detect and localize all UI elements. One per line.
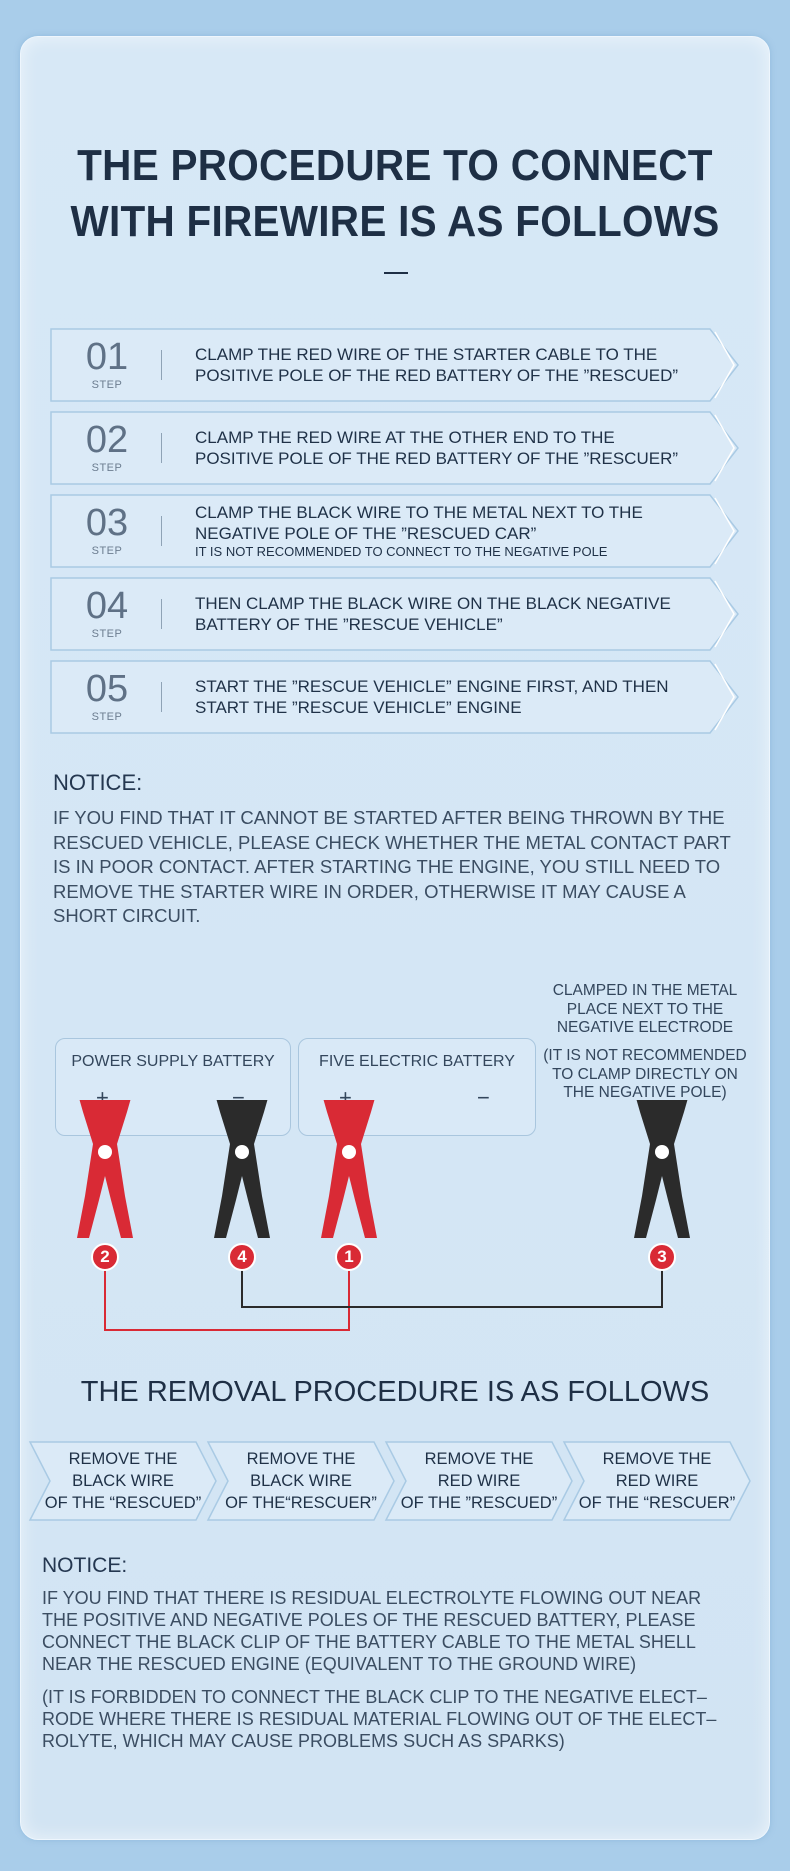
- removal-line: OF THE ”RESCUED”: [400, 1494, 558, 1512]
- jumper-cable-diagram: [0, 1100, 790, 1340]
- step-text: [195, 494, 715, 568]
- removal-line: RED WIRE: [615, 1472, 699, 1490]
- positive-terminal-sign: +: [339, 1085, 352, 1110]
- notice-text: [42, 1587, 757, 1675]
- page-title: [32, 138, 759, 250]
- removal-line: OF THE“RESCUER”: [225, 1494, 377, 1512]
- removal-section-title: THE REMOVAL PROCEDURE IS AS FOLLOWS: [80, 1376, 710, 1408]
- notice-line: RESCUED VEHICLE, PLEASE CHECK WHETHER THE METAL CONTACT PART: [53, 831, 731, 853]
- step-text: [195, 660, 715, 734]
- notice-line: IF YOU FIND THAT THERE IS RESIDUAL ELECTROLYTE FLOWING OUT NEAR: [42, 1588, 702, 1608]
- step-text: [195, 328, 715, 402]
- connection-order-badge: 4: [228, 1243, 256, 1271]
- removal-line: BLACK WIRE: [250, 1472, 352, 1490]
- red-cable-wire: [105, 1256, 349, 1330]
- red-clamp-icon: [77, 1100, 133, 1238]
- notice-warning-text: [42, 1686, 757, 1752]
- battery-label: POWER SUPPLY BATTERY: [71, 1053, 275, 1070]
- clamp-location-note: [540, 982, 750, 1038]
- battery-label: FIVE ELECTRIC BATTERY: [319, 1053, 515, 1070]
- clamp-note-line: NEGATIVE ELECTRODE: [556, 1019, 734, 1036]
- connection-order-badge: 2: [91, 1243, 119, 1271]
- title-divider: [384, 272, 408, 274]
- step-label: STEP: [91, 545, 123, 557]
- step-number: 05: [85, 668, 129, 710]
- step-separator: [161, 599, 162, 629]
- step-label: STEP: [91, 379, 123, 391]
- step-text-line-2: NEGATIVE POLE OF THE ”RESCUED CAR”: [195, 524, 537, 543]
- notice-line: IS IN POOR CONTACT. AFTER STARTING THE ENGINE, YOU STILL NEED TO: [53, 856, 721, 877]
- step-separator: [161, 433, 162, 463]
- removal-step-text: [206, 1440, 396, 1522]
- clamp-note-line: (IT IS NOT RECOMMENDED: [543, 1047, 747, 1064]
- step-number: 02: [85, 419, 129, 461]
- removal-line: OF THE “RESCUED”: [44, 1494, 202, 1512]
- step-text-line-2: POSITIVE POLE OF THE RED BATTERY OF THE ”RESCUER”: [195, 449, 679, 468]
- clamp-note-line: PLACE NEXT TO THE: [566, 1000, 724, 1018]
- step-item: [50, 660, 740, 734]
- removal-step: [28, 1440, 218, 1522]
- negative-terminal-sign: −: [477, 1085, 490, 1110]
- notice-heading: NOTICE:: [42, 1554, 128, 1577]
- notice-line: REMOVE THE STARTER WIRE IN ORDER, OTHERWISE IT MAY CAUSE A: [53, 880, 686, 902]
- step-text-line-2: START THE ”RESCUE VEHICLE” ENGINE: [195, 698, 522, 717]
- removal-step-text: [384, 1440, 574, 1522]
- removal-step: [384, 1440, 574, 1522]
- connection-order-badge: 3: [648, 1243, 676, 1271]
- step-separator: [161, 682, 162, 712]
- connection-order-badge: 1: [335, 1243, 363, 1271]
- positive-terminal-sign: +: [96, 1085, 109, 1110]
- removal-line: REMOVE THE: [68, 1450, 178, 1468]
- step-item: [50, 577, 740, 651]
- removal-line: REMOVE THE: [424, 1450, 534, 1468]
- removal-line: REMOVE THE: [602, 1450, 712, 1468]
- step-item: [50, 494, 740, 568]
- notice-line: RODE WHERE THERE IS RESIDUAL MATERIAL FLOWING OUT OF THE ELECT–: [42, 1709, 717, 1729]
- step-label: STEP: [91, 711, 123, 723]
- removal-step-text: [562, 1440, 752, 1522]
- step-text-line-2: POSITIVE POLE OF THE RED BATTERY OF THE ”RESCUED”: [195, 366, 679, 385]
- removal-line: RED WIRE: [437, 1472, 521, 1490]
- page-title-line-2: WITH FIREWIRE IS AS FOLLOWS: [70, 197, 720, 246]
- removal-step-text: [28, 1440, 218, 1522]
- removal-step: [562, 1440, 752, 1522]
- notice-line: ROLYTE, WHICH MAY CAUSE PROBLEMS SUCH AS SPARKS): [42, 1731, 565, 1751]
- step-label: STEP: [91, 628, 123, 640]
- negative-terminal-sign: −: [232, 1085, 245, 1110]
- step-separator: [161, 350, 162, 380]
- clamp-note-line: CLAMPED IN THE METAL: [552, 982, 738, 999]
- step-text-line-1: START THE ”RESCUE VEHICLE” ENGINE FIRST, AND THEN: [195, 677, 669, 696]
- clamp-location-warning: [540, 1047, 750, 1103]
- page-title-line-1: THE PROCEDURE TO CONNECT: [77, 141, 713, 190]
- step-separator: [161, 516, 162, 546]
- black-cable-wire: [242, 1256, 662, 1307]
- clamp-note-line: THE NEGATIVE POLE): [563, 1084, 727, 1101]
- black-clamp-icon: [634, 1100, 690, 1238]
- step-number: 04: [85, 585, 129, 627]
- black-clamp-icon: [214, 1100, 270, 1238]
- notice-line: CONNECT THE BLACK CLIP OF THE BATTERY CABLE TO THE METAL SHELL: [42, 1632, 696, 1652]
- notice-line: THE POSITIVE AND NEGATIVE POLES OF THE RESCUED BATTERY, PLEASE: [42, 1610, 696, 1630]
- red-clamp-icon: [321, 1100, 377, 1238]
- removal-step: [206, 1440, 396, 1522]
- step-item: [50, 328, 740, 402]
- notice-heading: NOTICE:: [53, 770, 143, 795]
- step-item: [50, 411, 740, 485]
- notice-line: IF YOU FIND THAT IT CANNOT BE STARTED AFTER BEING THROWN BY THE: [53, 807, 725, 828]
- step-text-line-1: CLAMP THE RED WIRE AT THE OTHER END TO THE: [195, 428, 615, 447]
- removal-line: BLACK WIRE: [72, 1472, 174, 1490]
- step-number: 01: [85, 336, 129, 378]
- notice-line: SHORT CIRCUIT.: [53, 905, 201, 926]
- step-subnote: IT IS NOT RECOMMENDED TO CONNECT TO THE NEGATIVE POLE: [195, 544, 608, 559]
- notice-line: (IT IS FORBIDDEN TO CONNECT THE BLACK CLIP TO THE NEGATIVE ELECT–: [42, 1687, 707, 1707]
- clamp-note-line: TO CLAMP DIRECTLY ON: [552, 1065, 738, 1083]
- notice-text: [53, 806, 753, 929]
- step-text: [195, 577, 715, 651]
- step-text-line-1: CLAMP THE BLACK WIRE TO THE METAL NEXT TO THE: [195, 503, 643, 522]
- notice-line: NEAR THE RESCUED ENGINE (EQUIVALENT TO THE GROUND WIRE): [42, 1654, 637, 1674]
- removal-line: REMOVE THE: [246, 1450, 356, 1468]
- step-number: 03: [85, 502, 129, 544]
- content-card: [20, 36, 770, 1840]
- step-text-line-1: CLAMP THE RED WIRE OF THE STARTER CABLE TO THE: [195, 345, 658, 364]
- removal-line: OF THE “RESCUER”: [578, 1494, 736, 1512]
- step-text-line-2: BATTERY OF THE ”RESCUE VEHICLE”: [195, 615, 503, 634]
- step-text: [195, 411, 715, 485]
- step-label: STEP: [91, 462, 123, 474]
- step-text-line-1: THEN CLAMP THE BLACK WIRE ON THE BLACK NEGATIVE: [195, 594, 671, 613]
